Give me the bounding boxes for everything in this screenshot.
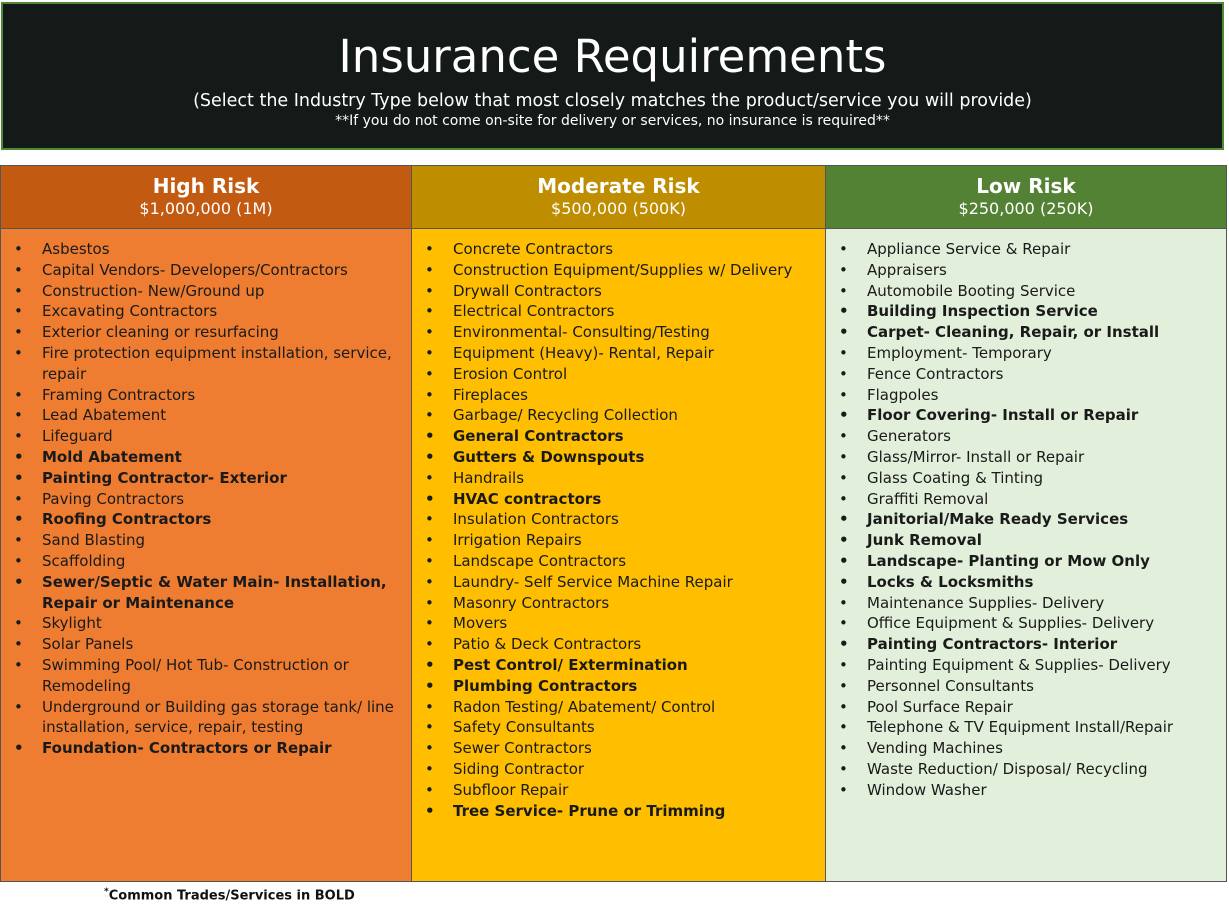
footnote-text: Common Trades/Services in BOLD [108, 888, 355, 904]
list-item: • Painting Contractors- Interior [826, 634, 1226, 655]
list-item: • Pool Surface Repair [826, 697, 1226, 718]
list-item: • Junk Removal [826, 530, 1226, 551]
list-item: • Landscape Contractors [412, 551, 825, 572]
list-item: • Excavating Contractors [1, 301, 411, 322]
list-item: • Flagpoles [826, 385, 1226, 406]
moderate-risk-header [412, 166, 825, 229]
list-item: • Telephone & TV Equipment Install/Repair [826, 717, 1226, 738]
moderate-risk-body [412, 229, 825, 881]
moderate-risk-list [412, 229, 825, 821]
high-risk-title: High Risk [152, 174, 260, 198]
low-risk-body [826, 229, 1226, 881]
list-item: • Garbage/ Recycling Collection [412, 405, 825, 426]
page-title: Insurance Requirements [338, 30, 887, 83]
list-item: • Glass Coating & Tinting [826, 468, 1226, 489]
list-item: • Sand Blasting [1, 530, 411, 551]
list-item: • Patio & Deck Contractors [412, 634, 825, 655]
list-item: • Vending Machines [826, 738, 1226, 759]
list-item: • Swimming Pool/ Hot Tub- Construction or Remodeling [1, 655, 411, 697]
list-item: • Skylight [1, 613, 411, 634]
list-item: • Erosion Control [412, 364, 825, 385]
list-item: • Pest Control/ Extermination [412, 655, 825, 676]
list-item: • Sewer/Septic & Water Main- Installation, Repair or Maintenance [1, 572, 411, 614]
list-item: • Plumbing Contractors [412, 676, 825, 697]
list-item: • Carpet- Cleaning, Repair, or Install [826, 322, 1226, 343]
list-item: • Irrigation Repairs [412, 530, 825, 551]
high-risk-list [1, 229, 411, 759]
list-item: • Appliance Service & Repair [826, 239, 1226, 260]
list-item: • Masonry Contractors [412, 593, 825, 614]
list-item: • Fireplaces [412, 385, 825, 406]
list-item: • Landscape- Planting or Mow Only [826, 551, 1226, 572]
low-risk-list [826, 229, 1226, 801]
list-item: • Exterior cleaning or resurfacing [1, 322, 411, 343]
list-item: • Locks & Locksmiths [826, 572, 1226, 593]
list-item: • General Contractors [412, 426, 825, 447]
list-item: • Capital Vendors- Developers/Contractors [1, 260, 411, 281]
list-item: • Scaffolding [1, 551, 411, 572]
list-item: • Construction Equipment/Supplies w/ Delivery [412, 260, 825, 281]
list-item: • Laundry- Self Service Machine Repair [412, 572, 825, 593]
list-item: • Maintenance Supplies- Delivery [826, 593, 1226, 614]
list-item: • Subfloor Repair [412, 780, 825, 801]
list-item: • Janitorial/Make Ready Services [826, 509, 1226, 530]
list-item: • Painting Equipment & Supplies- Delivery [826, 655, 1226, 676]
list-item: • Handrails [412, 468, 825, 489]
list-item: • Sewer Contractors [412, 738, 825, 759]
high-risk-header [1, 166, 411, 229]
high-risk-column [0, 165, 412, 882]
list-item: • Building Inspection Service [826, 301, 1226, 322]
list-item: • Fire protection equipment installation, service, repair [1, 343, 411, 385]
list-item: • Construction- New/Ground up [1, 281, 411, 302]
list-item: • Gutters & Downspouts [412, 447, 825, 468]
risk-columns [0, 165, 1227, 882]
list-item: • Framing Contractors [1, 385, 411, 406]
list-item: • Lifeguard [1, 426, 411, 447]
list-item: • Automobile Booting Service [826, 281, 1226, 302]
list-item: • Floor Covering- Install or Repair [826, 405, 1226, 426]
list-item: • Painting Contractor- Exterior [1, 468, 411, 489]
page-note: **If you do not come on-site for delivery or services, no insurance is required** [335, 113, 890, 129]
footnote [104, 884, 355, 904]
moderate-risk-amount: $500,000 (500K) [551, 199, 686, 218]
list-item: • Asbestos [1, 239, 411, 260]
list-item: • Window Washer [826, 780, 1226, 801]
list-item: • Roofing Contractors [1, 509, 411, 530]
low-risk-title: Low Risk [976, 174, 1076, 198]
list-item: • Safety Consultants [412, 717, 825, 738]
page-subtitle: (Select the Industry Type below that most closely matches the product/service you will provide) [193, 91, 1032, 111]
list-item: • Mold Abatement [1, 447, 411, 468]
list-item: • Paving Contractors [1, 489, 411, 510]
list-item: • Solar Panels [1, 634, 411, 655]
list-item: • Siding Contractor [412, 759, 825, 780]
list-item: • Electrical Contractors [412, 301, 825, 322]
list-item: • Underground or Building gas storage tank/ line installation, service, repair, testing [1, 697, 411, 739]
list-item: • Personnel Consultants [826, 676, 1226, 697]
list-item: • Concrete Contractors [412, 239, 825, 260]
list-item: • Office Equipment & Supplies- Delivery [826, 613, 1226, 634]
list-item: • Waste Reduction/ Disposal/ Recycling [826, 759, 1226, 780]
moderate-risk-column [411, 165, 826, 882]
list-item: • Tree Service- Prune or Trimming [412, 801, 825, 822]
list-item: • Employment- Temporary [826, 343, 1226, 364]
high-risk-body [1, 229, 411, 881]
list-item: • Environmental- Consulting/Testing [412, 322, 825, 343]
list-item: • Generators [826, 426, 1226, 447]
list-item: • Drywall Contractors [412, 281, 825, 302]
list-item: • Lead Abatement [1, 405, 411, 426]
list-item: • Foundation- Contractors or Repair [1, 738, 411, 759]
list-item: • Radon Testing/ Abatement/ Control [412, 697, 825, 718]
list-item: • HVAC contractors [412, 489, 825, 510]
low-risk-column [825, 165, 1227, 882]
list-item: • Equipment (Heavy)- Rental, Repair [412, 343, 825, 364]
list-item: • Glass/Mirror- Install or Repair [826, 447, 1226, 468]
list-item: • Movers [412, 613, 825, 634]
list-item: • Insulation Contractors [412, 509, 825, 530]
list-item: • Graffiti Removal [826, 489, 1226, 510]
list-item: • Fence Contractors [826, 364, 1226, 385]
low-risk-amount: $250,000 (250K) [958, 199, 1094, 218]
header-banner [1, 2, 1224, 150]
footnote-mark: * [104, 887, 109, 897]
low-risk-header [826, 166, 1226, 229]
moderate-risk-title: Moderate Risk [537, 174, 700, 198]
high-risk-amount: $1,000,000 (1M) [139, 199, 273, 218]
list-item: • Appraisers [826, 260, 1226, 281]
